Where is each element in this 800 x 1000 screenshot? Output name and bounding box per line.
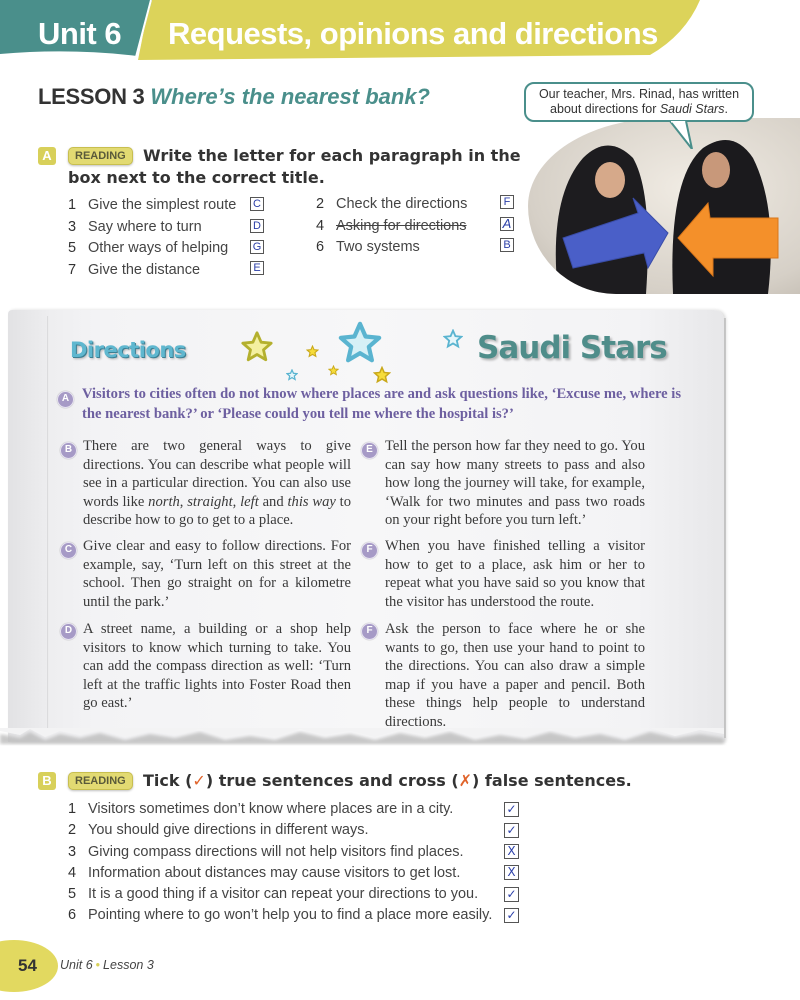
- tick-box[interactable]: ✓: [504, 802, 519, 817]
- paragraph-d: A street name, a building or a shop help visitors to know which turning to take. You can add the compass direction as well: ‘Turn left at the traffic lights into Foster Road then go east.’: [83, 621, 351, 711]
- paragraph-f: When you have finished telling a visitor how to get to a place, ask him or her to repeat what you have said so you know that the visitor has understood the route.: [385, 538, 645, 610]
- magazine-section-title: Directions: [70, 338, 186, 362]
- star-icon: [328, 365, 339, 376]
- tick-box[interactable]: ✓: [504, 823, 519, 838]
- unit-title: Requests, opinions and directions: [168, 16, 658, 51]
- exercise-b-item: 3 Giving compass directions will not help visitors find places.: [68, 844, 464, 860]
- paragraph-badge-c: C: [60, 542, 77, 559]
- exercise-b-letter: B: [38, 772, 56, 790]
- lesson-title: Where’s the nearest bank?: [150, 84, 430, 109]
- answer-box[interactable]: E: [250, 261, 264, 275]
- unit-label: Unit 6: [38, 16, 122, 51]
- paragraph-badge-e: E: [361, 442, 378, 459]
- paragraph-badge-b: B: [60, 442, 77, 459]
- magazine-fold: [47, 316, 49, 736]
- exercise-a-item: 7 Give the distance: [68, 262, 201, 278]
- paragraph-a: Visitors to cities often do not know where places are and ask questions like, ‘Excuse me, where is the nearest bank?’ or ‘Please could you tell me where the hospital is?’: [82, 386, 682, 422]
- answer-box[interactable]: A: [500, 217, 514, 231]
- exercise-a-instruction-2: box next to the correct title.: [68, 168, 325, 187]
- exercise-b-item: 2 You should give directions in different ways.: [68, 822, 369, 838]
- magazine-brand-title: Saudi Stars: [477, 330, 667, 366]
- bubble-tail: [668, 121, 694, 149]
- cross-icon: ✗: [458, 771, 473, 790]
- exercise-a-item: 5 Other ways of helping: [68, 240, 229, 256]
- reading-badge-a: READING: [68, 147, 133, 165]
- paragraph-badge-f: F: [361, 542, 378, 559]
- exercise-a-item: 3 Say where to turn: [68, 219, 202, 235]
- paragraph-badge-g: F: [361, 623, 378, 640]
- page-number: 54: [18, 956, 37, 975]
- footer-running-title: Unit 6 • Lesson 3: [60, 958, 154, 972]
- unit-banner: [0, 0, 800, 62]
- lesson-number: LESSON 3: [38, 84, 145, 109]
- star-icon: [240, 330, 274, 364]
- exercise-b-instruction: Tick (✓) true sentences and cross (✗) false sentences.: [143, 771, 632, 790]
- paragraph-badge-d: D: [60, 623, 77, 640]
- exercise-b-item: 6 Pointing where to go won’t help you to find a place more easily.: [68, 907, 493, 923]
- exercise-a-item: 1 Give the simplest route: [68, 197, 237, 213]
- star-icon: [373, 366, 391, 384]
- star-icon: [306, 345, 319, 358]
- star-icon: [443, 329, 463, 349]
- lesson-heading: [38, 84, 430, 110]
- tick-box[interactable]: X: [504, 865, 519, 880]
- bubble-line-1: Our teacher, Mrs. Rinad, has written: [538, 87, 740, 101]
- answer-box[interactable]: D: [250, 219, 264, 233]
- photo-women-with-arrows: [528, 118, 800, 294]
- tick-box[interactable]: X: [504, 844, 519, 859]
- paragraph-e: Tell the person how far they need to go. You can say how many streets to pass and also how long the journey will take, for example, ‘Walk for two minutes and pass two roads on your right before you turn left.’: [385, 438, 645, 528]
- exercise-b-item: 1 Visitors sometimes don’t know where places are in a city.: [68, 801, 454, 817]
- speech-bubble: [524, 82, 754, 122]
- exercise-b-item: 4 Information about distances may cause visitors to get lost.: [68, 865, 461, 881]
- exercise-a-letter: A: [38, 147, 56, 165]
- paragraph-b: There are two general ways to give directions. You can describe what people will see in a particular direction. You can also use words like north, straight, left and this way to describe how to go to get to a place.: [83, 438, 352, 528]
- reading-badge-b: READING: [68, 772, 133, 790]
- exercise-a-item: 2 Check the directions: [316, 196, 468, 212]
- star-icon: [337, 318, 383, 368]
- paragraph-c: Give clear and easy to follow directions. For example, say, ‘Turn left on this street at the school. Then go straight on for a kilometre until the park.’: [83, 538, 351, 610]
- tick-box[interactable]: ✓: [504, 887, 519, 902]
- answer-box[interactable]: B: [500, 238, 514, 252]
- torn-edge: [0, 728, 740, 752]
- bubble-line-2: about directions for Saudi Stars.: [550, 102, 728, 116]
- paragraph-g: Ask the person to face where he or she wants to go, then use your hand to point to the directions. You can also draw a simple map if you have a paper and pencil. Both these things help people to understand directions.: [385, 621, 645, 730]
- answer-box[interactable]: F: [500, 195, 514, 209]
- tick-box[interactable]: ✓: [504, 908, 519, 923]
- answer-box[interactable]: G: [250, 240, 264, 254]
- answer-box[interactable]: C: [250, 197, 264, 211]
- exercise-a-instruction-1: Write the letter for each paragraph in the: [143, 146, 521, 165]
- paragraph-badge-a: A: [57, 391, 74, 408]
- exercise-a-item: 6 Two systems: [316, 239, 420, 255]
- tick-icon: ✓: [192, 771, 206, 790]
- exercise-a-item-example: 4 Asking for directions: [316, 218, 467, 234]
- star-icon: [286, 369, 298, 381]
- exercise-b-item: 5 It is a good thing if a visitor can repeat your directions to you.: [68, 886, 479, 902]
